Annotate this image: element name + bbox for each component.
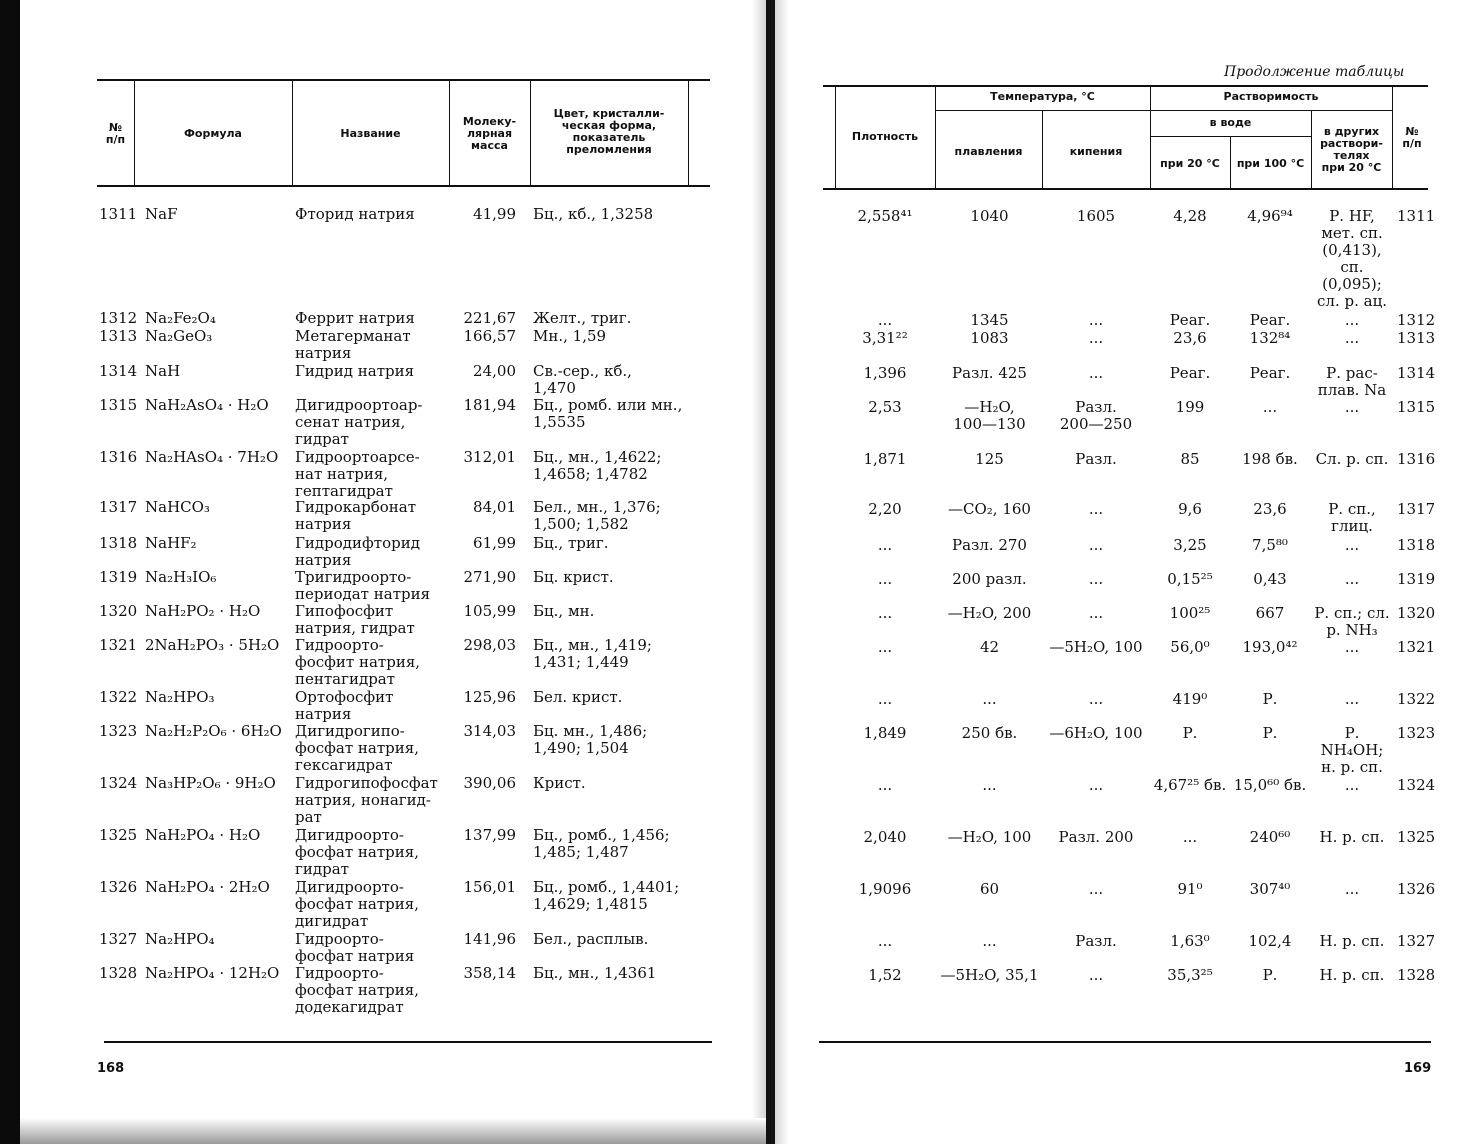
solubility-100-cell: 193,0⁴² (1242, 638, 1298, 656)
name-cell: Гидроорто- фосфат натрия, додекагидрат (295, 964, 419, 1016)
formula-cell: NaH₂PO₄ · H₂O (145, 826, 261, 844)
other-solvents-cell: Р. сп.; сл. р. NH₃ (1314, 604, 1390, 639)
other-solvents-cell: Р. рас- плав. Na (1317, 364, 1387, 399)
boiling-cell: —6H₂O, 100 (1049, 724, 1143, 742)
row-number: 1323 (1397, 724, 1436, 742)
solubility-20-cell: Реаг. (1169, 311, 1211, 329)
row-number: 1327 (1397, 932, 1436, 950)
row-number: 1312 (99, 309, 138, 327)
row-number: 1317 (1397, 500, 1436, 518)
other-solvents-cell: ... (1344, 329, 1360, 347)
header-density: Плотность (851, 130, 919, 143)
boiling-cell: 1605 (1076, 207, 1116, 225)
melting-cell: ... (982, 690, 997, 708)
formula-cell: Na₂HPO₄ · 12H₂O (145, 964, 280, 982)
name-cell: Гидрогипофосфат натрия, нонагид- рат (295, 774, 438, 826)
book-gutter (766, 0, 775, 1144)
row-number: 1311 (1397, 207, 1436, 225)
other-solvents-cell: Н. р. сп. (1319, 932, 1385, 950)
density-cell: ... (877, 638, 893, 656)
melting-cell: —5H₂O, 35,1 (940, 966, 1039, 984)
solubility-20-cell: 23,6 (1173, 329, 1207, 347)
row-number: 1318 (1397, 536, 1436, 554)
mass-cell: 271,90 (463, 568, 516, 586)
density-cell: 2,040 (863, 828, 907, 846)
solubility-100-cell: ... (1262, 398, 1278, 416)
formula-cell: Na₂HPO₃ (145, 688, 215, 706)
header-at100: при 100 °С (1236, 157, 1305, 170)
solubility-20-cell: 1,63⁰ (1170, 932, 1210, 950)
color-cell: Бц., ромб. или мн., 1,5535 (533, 396, 683, 431)
color-cell: Бц. мн., 1,486; 1,490; 1,504 (533, 722, 648, 757)
melting-cell: —H₂O, 100—130 (953, 398, 1026, 433)
color-cell: Бел., расплыв. (533, 930, 649, 948)
other-solvents-cell: ... (1344, 570, 1360, 588)
name-cell: Дигидроорто- фосфат натрия, дигидрат (295, 878, 419, 930)
melting-cell: 1083 (970, 329, 1009, 347)
boiling-cell: ... (1088, 364, 1104, 382)
boiling-cell: ... (1088, 329, 1104, 347)
other-solvents-cell: ... (1344, 311, 1360, 329)
solubility-100-cell: 15,0⁶⁰ бв. (1233, 776, 1307, 794)
row-number: 1316 (1397, 450, 1436, 468)
footer-rule (104, 1041, 712, 1043)
other-solvents-cell: Р. NH₄OH; н. р. сп. (1320, 724, 1384, 776)
other-solvents-cell: ... (1344, 536, 1360, 554)
row-number: 1311 (99, 205, 138, 223)
mass-cell: 312,01 (463, 448, 516, 466)
name-cell: Гидрид натрия (295, 362, 415, 380)
formula-cell: Na₂H₃IO₆ (145, 568, 217, 586)
color-cell: Бел. крист. (533, 688, 623, 706)
solubility-100-cell: Р. (1262, 966, 1278, 984)
formula-cell: NaHCO₃ (145, 498, 210, 516)
melting-cell: 1345 (970, 311, 1009, 329)
formula-cell: Na₃HP₂O₆ · 9H₂O (145, 774, 276, 792)
solubility-20-cell: 56,0⁰ (1170, 638, 1210, 656)
melting-cell: —CO₂, 160 (948, 500, 1031, 518)
header-at20: при 20 °С (1160, 157, 1220, 170)
solubility-100-cell: Реаг. (1249, 364, 1291, 382)
solubility-20-cell: 3,25 (1173, 536, 1207, 554)
melting-cell: 125 (975, 450, 1004, 468)
row-number: 1318 (99, 534, 138, 552)
solubility-100-cell: 132⁸⁴ (1249, 329, 1291, 347)
name-cell: Гипофосфит натрия, гидрат (295, 602, 415, 637)
subheader-rule (1150, 110, 1392, 111)
solubility-20-cell: 91⁰ (1177, 880, 1203, 898)
boiling-cell: ... (1088, 690, 1104, 708)
color-cell: Бел., мн., 1,376; 1,500; 1,582 (533, 498, 661, 533)
header-solubility: Растворимость (1223, 90, 1319, 103)
density-cell: 1,9096 (858, 880, 912, 898)
header-formula: Формула (184, 127, 242, 140)
name-cell: Гидроорто- фосфит натрия, пентагидрат (295, 636, 421, 688)
row-number: 1321 (1397, 638, 1436, 656)
solubility-20-cell: 199 (1175, 398, 1205, 416)
solubility-100-cell: 102,4 (1248, 932, 1292, 950)
boiling-cell: ... (1088, 604, 1104, 622)
boiling-cell: Разл. (1075, 932, 1117, 950)
mass-cell: 314,03 (463, 722, 516, 740)
row-number: 1322 (1397, 690, 1436, 708)
row-number: 1315 (99, 396, 138, 414)
mass-cell: 181,94 (463, 396, 516, 414)
density-cell: ... (877, 932, 893, 950)
formula-cell: Na₂HPO₄ (145, 930, 215, 948)
row-number: 1324 (99, 774, 138, 792)
row-number: 1322 (99, 688, 138, 706)
solubility-100-cell: Р. (1262, 724, 1278, 742)
formula-cell: NaHF₂ (145, 534, 197, 552)
color-cell: Желт., триг. (533, 309, 632, 327)
solubility-20-cell: Р. (1182, 724, 1198, 742)
row-number: 1320 (1397, 604, 1436, 622)
density-cell: 2,558⁴¹ (857, 207, 913, 225)
other-solvents-cell: ... (1344, 776, 1360, 794)
solubility-100-cell: 198 бв. (1242, 450, 1298, 468)
mass-cell: 84,01 (473, 498, 516, 516)
solubility-20-cell: ... (1182, 828, 1198, 846)
melting-cell: ... (982, 932, 997, 950)
solubility-100-cell: 307⁴⁰ (1249, 880, 1291, 898)
melting-cell: 42 (979, 638, 1000, 656)
row-number: 1323 (99, 722, 138, 740)
mass-cell: 24,00 (473, 362, 516, 380)
solubility-100-cell: 240⁶⁰ (1249, 828, 1291, 846)
solubility-20-cell: 100²⁵ (1169, 604, 1211, 622)
formula-cell: Na₂HAsO₄ · 7H₂O (145, 448, 279, 466)
formula-cell: 2NaH₂PO₃ · 5H₂O (145, 636, 280, 654)
header-in-water: в воде (1209, 116, 1252, 129)
row-number: 1325 (99, 826, 138, 844)
name-cell: Гидроорто- фосфат натрия (295, 930, 415, 965)
row-number: 1319 (1397, 570, 1436, 588)
color-cell: Бц., мн., 1,4361 (533, 964, 657, 982)
name-cell: Фторид натрия (295, 205, 415, 223)
other-solvents-cell: Р. HF, мет. сп. (0,413), сп. (0,095); сл. р. ац. (1317, 207, 1387, 310)
mass-cell: 41,99 (473, 205, 516, 223)
formula-cell: Na₂GeO₃ (145, 327, 213, 345)
other-solvents-cell: ... (1344, 880, 1360, 898)
color-cell: Бц., кб., 1,3258 (533, 205, 654, 223)
solubility-20-cell: 35,3²⁵ (1167, 966, 1213, 984)
density-cell: 3,31²² (862, 329, 908, 347)
row-number: 1312 (1397, 311, 1436, 329)
page-number-right: 169 (1404, 1061, 1432, 1076)
formula-cell: NaH₂PO₄ · 2H₂O (145, 878, 270, 896)
formula-cell: Na₂Fe₂O₄ (145, 309, 216, 327)
name-cell: Тригидроорто- периодат натрия (295, 568, 431, 603)
row-number: 1321 (99, 636, 138, 654)
melting-cell: Разл. 270 (952, 536, 1027, 554)
melting-cell: 1040 (970, 207, 1009, 225)
name-cell: Ортофосфит натрия (295, 688, 394, 723)
other-solvents-cell: Р. сп., глиц. (1328, 500, 1376, 535)
row-number: 1313 (1397, 329, 1436, 347)
boiling-cell: ... (1088, 500, 1104, 518)
header-bottom-rule (823, 188, 1428, 190)
color-cell: Бц., ромб., 1,456; 1,485; 1,487 (533, 826, 670, 861)
row-number: 1316 (99, 448, 138, 466)
color-cell: Бц. крист. (533, 568, 614, 586)
color-cell: Бц., мн. (533, 602, 595, 620)
name-cell: Метагерманат натрия (295, 327, 411, 362)
row-number: 1320 (99, 602, 138, 620)
formula-cell: NaF (145, 205, 178, 223)
mass-cell: 141,96 (463, 930, 516, 948)
row-number: 1325 (1397, 828, 1436, 846)
name-cell: Гидроортоарсе- нат натрия, гептагидрат (295, 448, 420, 500)
mass-cell: 105,99 (463, 602, 516, 620)
name-cell: Феррит натрия (295, 309, 415, 327)
name-cell: Гидродифторид натрия (295, 534, 420, 569)
header-top-rule (823, 85, 1428, 87)
boiling-cell: ... (1088, 880, 1104, 898)
density-cell: ... (877, 570, 893, 588)
header-top-rule (97, 79, 710, 81)
header-other: в других раствори- телях при 20 °С (1320, 125, 1383, 174)
density-cell: ... (877, 690, 893, 708)
color-cell: Крист. (533, 774, 586, 792)
melting-cell: —H₂O, 100 (947, 828, 1032, 846)
row-number: 1326 (1397, 880, 1436, 898)
row-number: 1328 (1397, 966, 1436, 984)
header-temperature: Температура, °С (990, 90, 1095, 103)
solubility-20-cell: 419⁰ (1172, 690, 1208, 708)
footer-rule (819, 1041, 1431, 1043)
density-cell: 1,849 (863, 724, 907, 742)
other-solvents-cell: ... (1344, 638, 1360, 656)
boiling-cell: ... (1088, 311, 1104, 329)
solubility-20-cell: 9,6 (1178, 500, 1202, 518)
density-cell: ... (877, 776, 893, 794)
header-mass: Молеку- лярная масса (462, 115, 517, 152)
row-number: 1319 (99, 568, 138, 586)
continuation-caption: Продолжение таблицы (1224, 64, 1405, 80)
mass-cell: 221,67 (463, 309, 516, 327)
right-page (775, 0, 1480, 1144)
header-color: Цвет, кристалли- ческая форма, показатель преломления (553, 107, 665, 156)
boiling-cell: ... (1088, 966, 1104, 984)
header-name: Название (340, 127, 401, 140)
color-cell: Бц., ромб., 1,4401; 1,4629; 1,4815 (533, 878, 680, 913)
color-cell: Св.-сер., кб., 1,470 (533, 362, 632, 397)
density-cell: ... (877, 604, 893, 622)
solubility-100-cell: 0,43 (1253, 570, 1287, 588)
density-cell: 1,871 (863, 450, 907, 468)
formula-cell: NaH₂AsO₄ · H₂O (145, 396, 269, 414)
melting-cell: ... (982, 776, 997, 794)
melting-cell: 250 бв. (961, 724, 1018, 742)
density-cell: 1,396 (863, 364, 907, 382)
boiling-cell: ... (1088, 536, 1104, 554)
melting-cell: 200 разл. (952, 570, 1027, 588)
header-boiling: кипения (1069, 145, 1123, 158)
mass-cell: 390,06 (463, 774, 516, 792)
boiling-cell: ... (1088, 570, 1104, 588)
mass-cell: 166,57 (463, 327, 516, 345)
name-cell: Дигидроортоар- сенат натрия, гидрат (295, 396, 423, 448)
row-number: 1314 (1397, 364, 1436, 382)
boiling-cell: —5H₂O, 100 (1049, 638, 1143, 656)
row-number: 1314 (99, 362, 138, 380)
solubility-100-cell: 23,6 (1253, 500, 1287, 518)
density-cell: ... (877, 311, 893, 329)
color-cell: Мн., 1,59 (533, 327, 607, 345)
row-number: 1313 (99, 327, 138, 345)
color-cell: Бц., триг. (533, 534, 609, 552)
solubility-100-cell: 4,96⁹⁴ (1247, 207, 1293, 225)
solubility-20-cell: 85 (1180, 450, 1200, 468)
mass-cell: 137,99 (463, 826, 516, 844)
formula-cell: NaH₂PO₂ · H₂O (145, 602, 261, 620)
solubility-20-cell: 0,15²⁵ (1167, 570, 1213, 588)
density-cell: 1,52 (868, 966, 902, 984)
mass-cell: 61,99 (473, 534, 516, 552)
solubility-100-cell: Р. (1262, 690, 1278, 708)
solubility-100-cell: Реаг. (1249, 311, 1291, 329)
formula-cell: Na₂H₂P₂O₆ · 6H₂O (145, 722, 282, 740)
row-number: 1317 (99, 498, 138, 516)
col-divider (688, 81, 689, 185)
density-cell: 2,20 (868, 500, 902, 518)
melting-cell: —H₂O, 200 (947, 604, 1032, 622)
solubility-20-cell: Реаг. (1169, 364, 1211, 382)
mass-cell: 298,03 (463, 636, 516, 654)
header-bottom-rule (97, 185, 710, 187)
row-number: 1326 (99, 878, 138, 896)
name-cell: Гидрокарбонат натрия (295, 498, 417, 533)
mass-cell: 358,14 (463, 964, 516, 982)
name-cell: Дигидрогипо- фосфат натрия, гексагидрат (295, 722, 419, 774)
other-solvents-cell: Сл. р. сп. (1315, 450, 1389, 468)
other-solvents-cell: Н. р. сп. (1319, 966, 1385, 984)
density-cell: ... (877, 536, 893, 554)
melting-cell: 60 (979, 880, 1000, 898)
row-number: 1327 (99, 930, 138, 948)
other-solvents-cell: Н. р. сп. (1319, 828, 1385, 846)
mass-cell: 156,01 (463, 878, 516, 896)
density-cell: 2,53 (868, 398, 902, 416)
solubility-20-cell: 4,28 (1173, 207, 1207, 225)
row-number: 1315 (1397, 398, 1436, 416)
mass-cell: 125,96 (463, 688, 516, 706)
solubility-20-cell: 4,67²⁵ бв. (1153, 776, 1227, 794)
other-solvents-cell: ... (1344, 690, 1360, 708)
boiling-cell: Разл. 200—250 (1059, 398, 1133, 433)
color-cell: Бц., мн., 1,419; 1,431; 1,449 (533, 636, 652, 671)
melting-cell: Разл. 425 (952, 364, 1027, 382)
header-melting: плавления (954, 145, 1023, 158)
boiling-cell: Разл. 200 (1058, 828, 1134, 846)
page-number-left: 168 (97, 1061, 125, 1076)
color-cell: Бц., мн., 1,4622; 1,4658; 1,4782 (533, 448, 662, 483)
name-cell: Дигидроорто- фосфат натрия, гидрат (295, 826, 419, 878)
row-number: 1324 (1397, 776, 1436, 794)
boiling-cell: Разл. (1075, 450, 1117, 468)
formula-cell: NaH (145, 362, 181, 380)
boiling-cell: ... (1088, 776, 1104, 794)
other-solvents-cell: ... (1344, 398, 1360, 416)
solubility-100-cell: 667 (1255, 604, 1285, 622)
header-no: № п/п (1402, 125, 1422, 150)
solubility-100-cell: 7,5⁸⁰ (1252, 536, 1288, 554)
row-number: 1328 (99, 964, 138, 982)
header-no: № п/п (105, 121, 126, 146)
